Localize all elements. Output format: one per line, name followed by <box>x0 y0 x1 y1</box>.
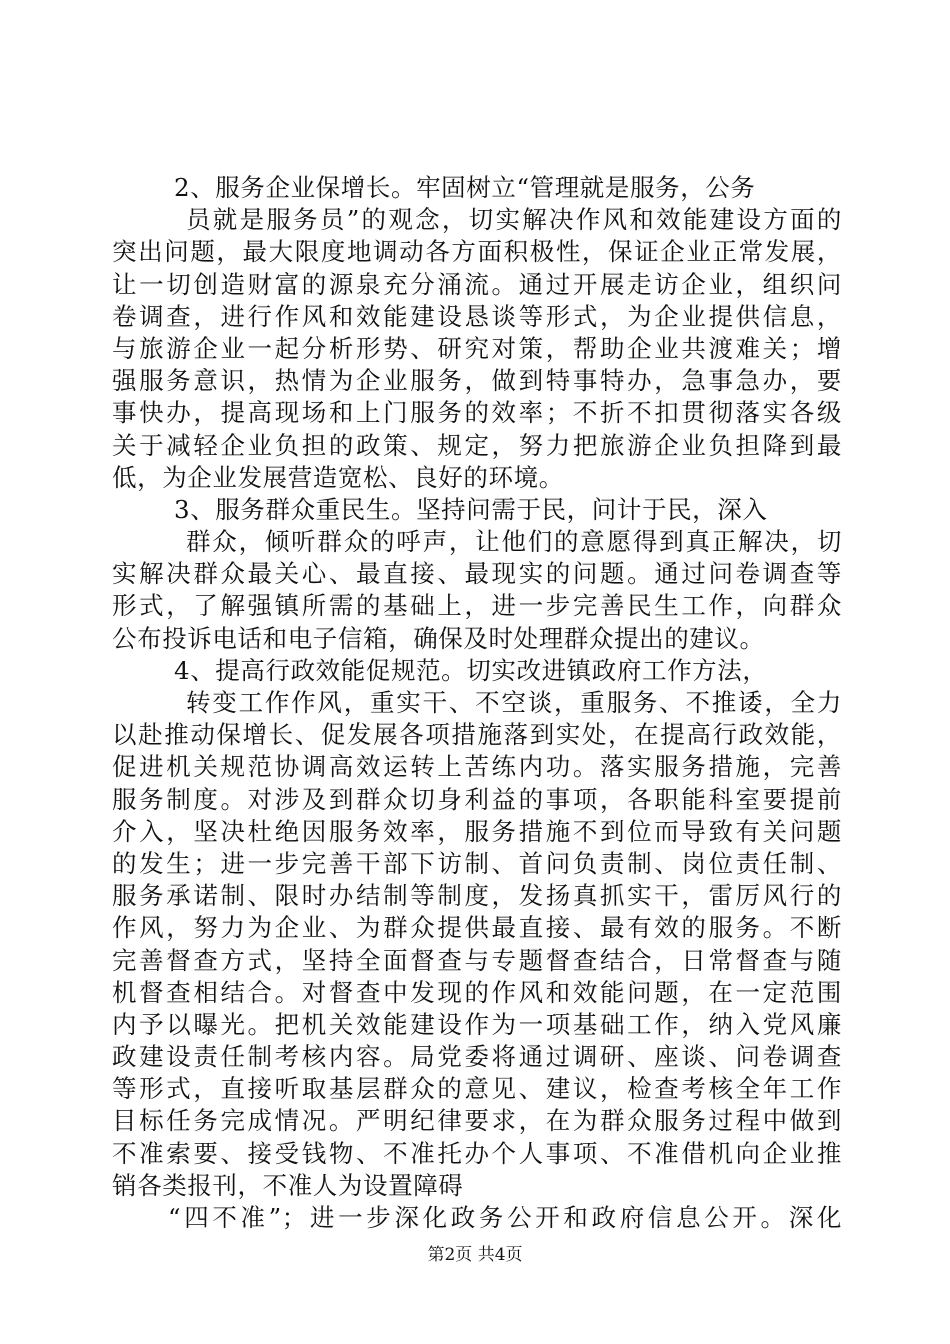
text-line: 作风，努力为企业、为群众提供最直接、最有效的服务。不断 <box>112 913 842 943</box>
text-line: 低，为企业发展营造宽松、良好的环境。 <box>112 462 564 492</box>
text-line: 员就是服务员”的观念，切实解决作风和效能建设方面的 <box>186 205 842 235</box>
page-footer: 第2页 共4页 <box>427 1245 523 1265</box>
text-line: 的发生；进一步完善干部下访制、首问负责制、岗位责任制、 <box>112 848 842 878</box>
document-body <box>112 172 842 1234</box>
text-line: 机督查相结合。对督查中发现的作风和效能问题，在一定范围 <box>112 977 842 1007</box>
text-line: 介入，坚决杜绝因服务效率，服务措施不到位而导致有关问题 <box>112 816 842 846</box>
text-line: “四不准”；进一步深化政务公开和政府信息公开。深化 <box>168 1203 842 1232</box>
text-line: 让一切创造财富的源泉充分涌流。通过开展走访企业，组织问 <box>112 269 842 299</box>
text-line: 服务承诺制、限时办结制等制度，发扬真抓实干，雷厉风行的 <box>112 881 842 911</box>
text-line: 4、提高行政效能促规范。切实改进镇政府工作方法， <box>174 655 768 685</box>
text-line: 销各类报刊，不准人为设置障碍 <box>112 1170 464 1200</box>
text-line: 不准索要、接受钱物、不准托办个人事项、不准借机向企业推 <box>112 1138 842 1168</box>
text-line: 卷调查，进行作风和效能建设恳谈等形式，为企业提供信息， <box>112 301 842 331</box>
text-line: 形式，了解强镇所需的基础上，进一步完善民生工作，向群众 <box>112 591 842 621</box>
text-line: 服务制度。对涉及到群众切身利益的事项，各职能科室要提前 <box>112 784 842 814</box>
text-line: 目标任务完成情况。严明纪律要求，在为群众服务过程中做到 <box>112 1106 842 1136</box>
text-line: 以赴推动保增长、促发展各项措施落到实处，在提高行政效能， <box>112 720 842 750</box>
text-line: 突出问题，最大限度地调动各方面积极性，保证企业正常发展， <box>112 237 842 267</box>
text-line: 与旅游企业一起分析形势、研究对策，帮助企业共渡难关；增 <box>112 333 842 363</box>
text-line: 关于减轻企业负担的政策、规定，努力把旅游企业负担降到最 <box>112 430 842 460</box>
text-line: 3、服务群众重民生。坚持问需于民，问计于民，深入 <box>174 494 768 524</box>
text-line: 促进机关规范协调高效运转上苦练内功。落实服务措施，完善 <box>112 752 842 782</box>
text-line: 内予以曝光。把机关效能建设作为一项基础工作，纳入党风廉 <box>112 1009 842 1039</box>
text-line: 群众，倾听群众的呼声，让他们的意愿得到真正解决，切 <box>186 527 842 557</box>
text-line: 等形式，直接听取基层群众的意见、建议，检查考核全年工作 <box>112 1074 842 1104</box>
text-line: 公布投诉电话和电子信箱，确保及时处理群众提出的建议。 <box>112 623 765 653</box>
text-line: 政建设责任制考核内容。局党委将通过调研、座谈、问卷调查 <box>112 1042 842 1072</box>
text-line: 转变工作作风，重实干、不空谈，重服务、不推诿，全力 <box>186 688 842 717</box>
text-line: 事快办，提高现场和上门服务的效率；不折不扣贯彻落实各级 <box>112 398 842 428</box>
text-line: 完善督查方式，坚持全面督查与专题督查结合，日常督查与随 <box>112 945 842 975</box>
text-line: 2、服务企业保增长。牢固树立“管理就是服务，公务 <box>174 173 756 202</box>
text-line: 强服务意识，热情为企业服务，做到特事特办，急事急办，要 <box>112 366 842 396</box>
text-line: 实解决群众最关心、最直接、最现实的问题。通过问卷调查等 <box>112 559 842 589</box>
